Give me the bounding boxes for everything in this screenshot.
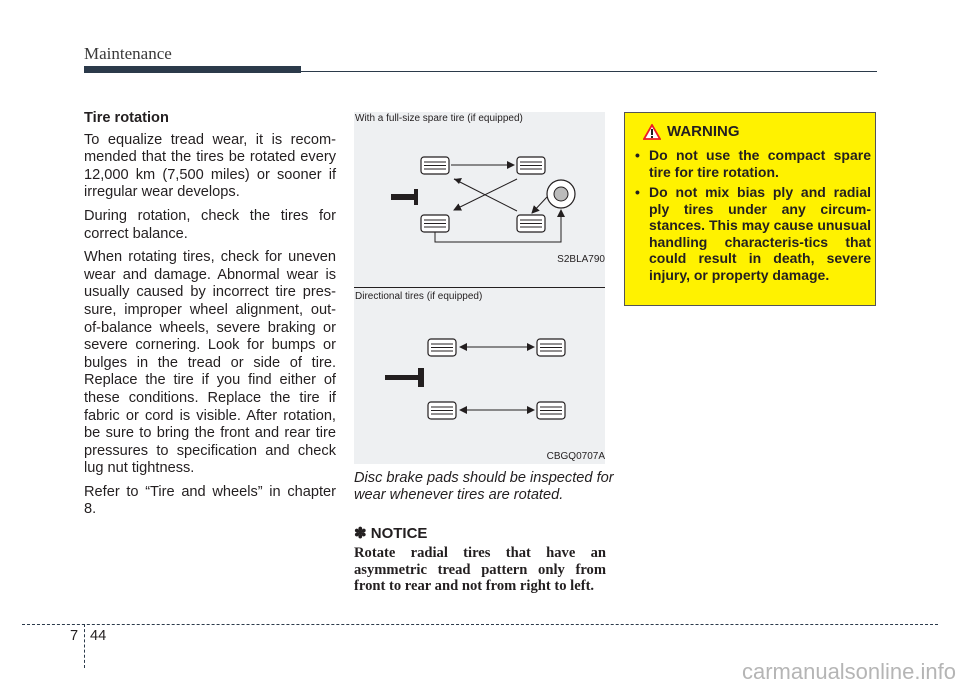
warning-box <box>624 112 876 306</box>
figure-code-top: S2BLA790 <box>557 254 605 265</box>
tire-rear-left-icon <box>421 215 449 232</box>
warning-item-2: • Do not mix bias ply and radial ply tires under any circum-stances. This may cause unusual handling characteris-tics that could result in death, severe injury, or property damage. <box>635 184 871 283</box>
paragraph-2: During rotation, check the tires for correct balance. <box>84 207 336 242</box>
page-number: 44 <box>90 628 107 644</box>
brake-pad-note: Disc brake pads should be inspected for wear whenever tires are rotated. <box>354 470 614 503</box>
notice-title <box>354 524 427 542</box>
notice-title-text: NOTICE <box>370 525 428 542</box>
warning-title: WARNING <box>667 123 740 140</box>
figure-code-bottom: CBGQ0707A <box>546 451 605 462</box>
tire-dir-front-left-icon <box>428 339 456 356</box>
figure-caption-top: With a full-size spare tire (if equipped) <box>355 113 523 124</box>
direction-arrow-icon <box>391 189 418 205</box>
bullet-icon: • <box>635 184 640 200</box>
warning-triangle-icon <box>643 124 661 140</box>
notice-body: Rotate radial tires that have an asymmetric tread pattern only from front to rear and not from right to left. <box>354 545 606 594</box>
footer-separator <box>84 624 85 668</box>
tire-rotation-figure <box>354 112 605 464</box>
bullet-icon: • <box>635 147 640 163</box>
tire-dir-front-right-icon <box>537 339 565 356</box>
paragraph-4: Refer to “Tire and wheels” in chapter 8. <box>84 483 336 518</box>
footer-rule <box>22 624 938 625</box>
figure-divider <box>354 287 605 288</box>
page-header-title: Maintenance <box>84 44 172 63</box>
direction-arrow-icon-2 <box>385 368 424 387</box>
paragraph-1: To equalize tread wear, it is recom-mended that the tires be rotated every 12,000 km (7,500 miles) or sooner if irregular wear develops. <box>84 131 336 201</box>
section-heading: Tire rotation <box>84 110 169 126</box>
rotation-diagram <box>354 112 605 464</box>
figure-caption-bottom: Directional tires (if equipped) <box>355 291 483 302</box>
tire-dir-rear-right-icon <box>537 402 565 419</box>
notice-symbol-icon: ✽ <box>354 525 367 542</box>
warning-header <box>643 123 740 140</box>
tire-rotation-section <box>84 110 336 525</box>
warning-item-1: • Do not use the compact spare tire for tire rotation. <box>635 147 871 180</box>
tire-rear-right-icon <box>517 215 545 232</box>
header-accent-bar <box>84 66 301 73</box>
chapter-number: 7 <box>70 628 79 644</box>
paragraph-3: When rotating tires, check for uneven wear and damage. Abnormal wear is usually caused by incorrect tire pres-sure, improper wheel alignment, out-of-balance wheels, severe braking or severe cornering. Look for bumps or bulges in the tread or side of tire. Replace the tire if you find either of these conditions. Replace the tire if fabric or cord is visible. After rotation, be sure to bring the front and rear tire pressures to specification and check lug nut tightness. <box>84 249 336 477</box>
header-rule <box>301 71 877 72</box>
tire-front-left-icon <box>421 157 449 174</box>
warning-list <box>635 147 871 287</box>
watermark: carmanualsonline.info <box>741 659 956 684</box>
tire-front-right-icon <box>517 157 545 174</box>
tire-dir-rear-left-icon <box>428 402 456 419</box>
